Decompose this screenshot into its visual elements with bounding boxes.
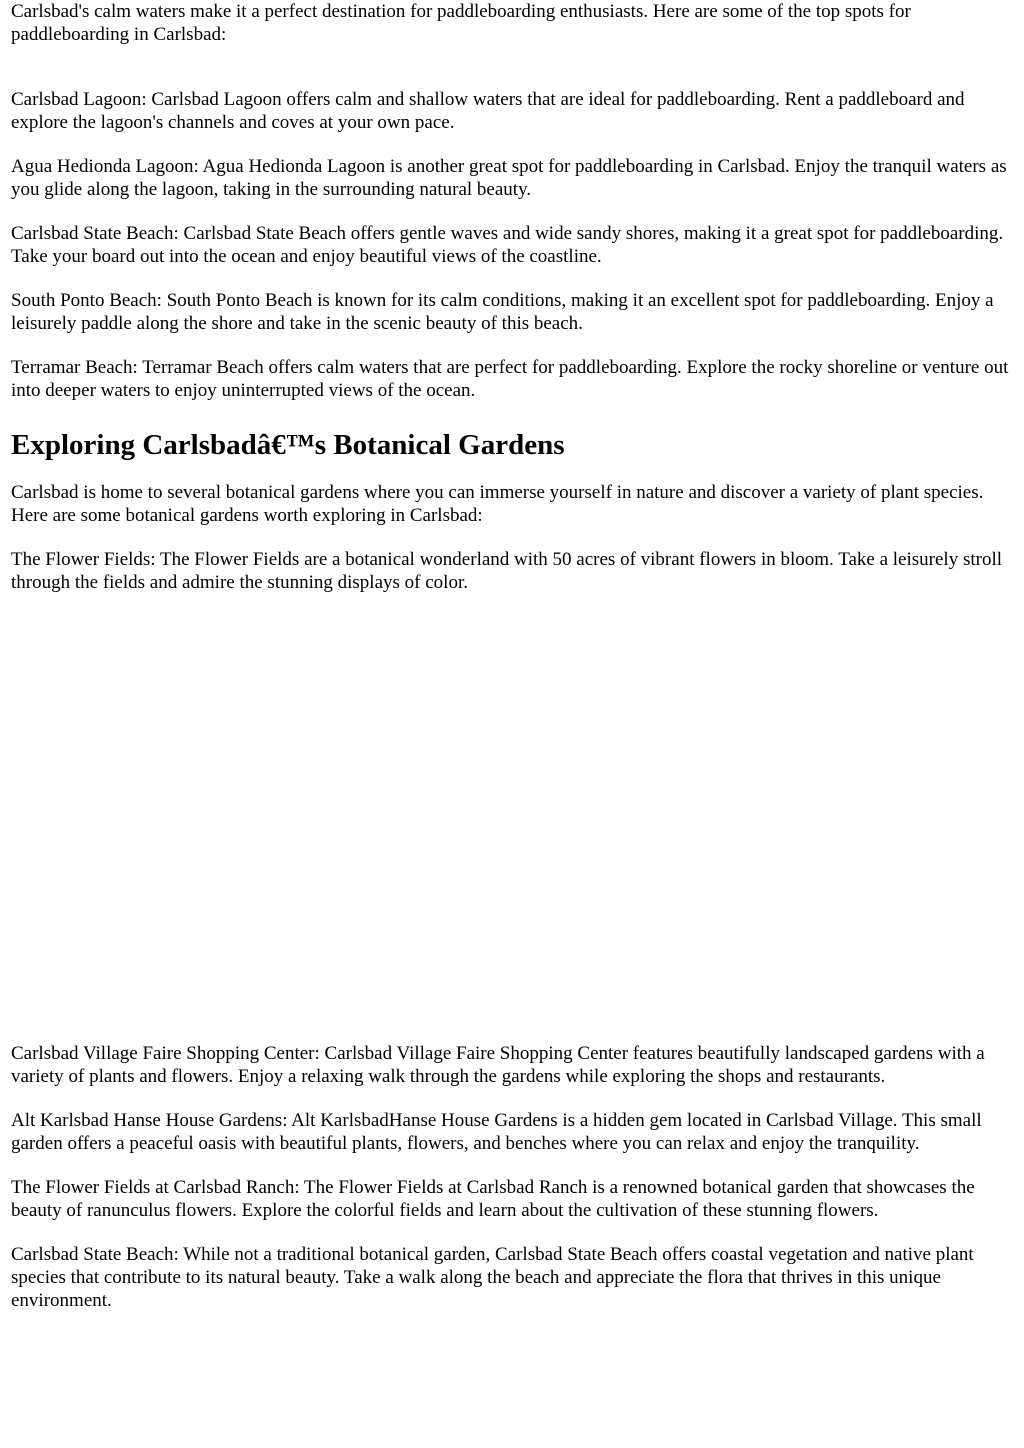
- garden-flower-fields-ranch: The Flower Fields at Carlsbad Ranch: The Flower Fields at Carlsbad Ranch is a renowned botanical garden that showcases the beauty of ranunculus flowers. Explore the colorful fields and learn about the cultivation of these stunning flowers.: [11, 1177, 975, 1221]
- paddle-spot-carlsbad-lagoon: Carlsbad Lagoon: Carlsbad Lagoon offers calm and shallow waters that are ideal for paddleboarding. Rent a paddleboard and explore the lagoon's channels and coves at your own pace.: [11, 89, 965, 133]
- paddleboarding-intro: Carlsbad's calm waters make it a perfect destination for paddleboarding enthusiasts. Here are some of the top spots for paddleboarding in Carlsbad:: [11, 1, 911, 45]
- paddle-spot-south-ponto: South Ponto Beach: South Ponto Beach is known for its calm conditions, making it an excellent spot for paddleboarding. Enjoy a leisurely paddle along the shore and take in the scenic beauty of this beach.: [11, 290, 994, 334]
- garden-flower-fields: The Flower Fields: The Flower Fields are a botanical wonderland with 50 acres of vibrant flowers in bloom. Take a leisurely stroll through the fields and admire the stunning displays of color.: [11, 549, 1003, 593]
- garden-carlsbad-state-beach: Carlsbad State Beach: While not a traditional botanical garden, Carlsbad State Beach offers coastal vegetation and native plant species that contribute to its natural beauty. Take a walk along the beach and appreciate the flora that thrives in this unique environment.: [11, 1244, 974, 1311]
- article-page: [11, 0, 1014, 1312]
- paddle-spot-agua-hedionda: Agua Hedionda Lagoon: Agua Hedionda Lagoon is another great spot for paddleboarding in Carlsbad. Enjoy the tranquil waters as you glide along the lagoon, taking in the surrounding natural beauty.: [11, 156, 1007, 200]
- gardens-heading: Exploring Carlsbadâ€™s Botanical Gardens: [11, 429, 565, 461]
- paddle-spot-carlsbad-state-beach: Carlsbad State Beach: Carlsbad State Beach offers gentle waves and wide sandy shores, making it a great spot for paddleboarding. Take your board out into the ocean and enjoy beautiful views of the coastline.: [11, 223, 1004, 267]
- garden-village-faire: Carlsbad Village Faire Shopping Center: Carlsbad Village Faire Shopping Center features beautifully landscaped gardens with a variety of plants and flowers. Enjoy a relaxing walk through the gardens while exploring the shops and restaurants.: [11, 1043, 985, 1087]
- blank-space: [11, 594, 1014, 1019]
- garden-alt-karlsbad: Alt Karlsbad Hanse House Gardens: Alt KarlsbadHanse House Gardens is a hidden gem located in Carlsbad Village. This small garden offers a peaceful oasis with beautiful plants, flowers, and benches where you can relax and enjoy the tranquility.: [11, 1110, 982, 1154]
- gardens-intro: Carlsbad is home to several botanical gardens where you can immerse yourself in nature and discover a variety of plant species. Here are some botanical gardens worth exploring in Carlsbad:: [11, 482, 984, 526]
- paddle-spot-terramar: Terramar Beach: Terramar Beach offers calm waters that are perfect for paddleboarding. Explore the rocky shoreline or venture out into deeper waters to enjoy uninterrupted views of the ocean.: [11, 357, 1009, 401]
